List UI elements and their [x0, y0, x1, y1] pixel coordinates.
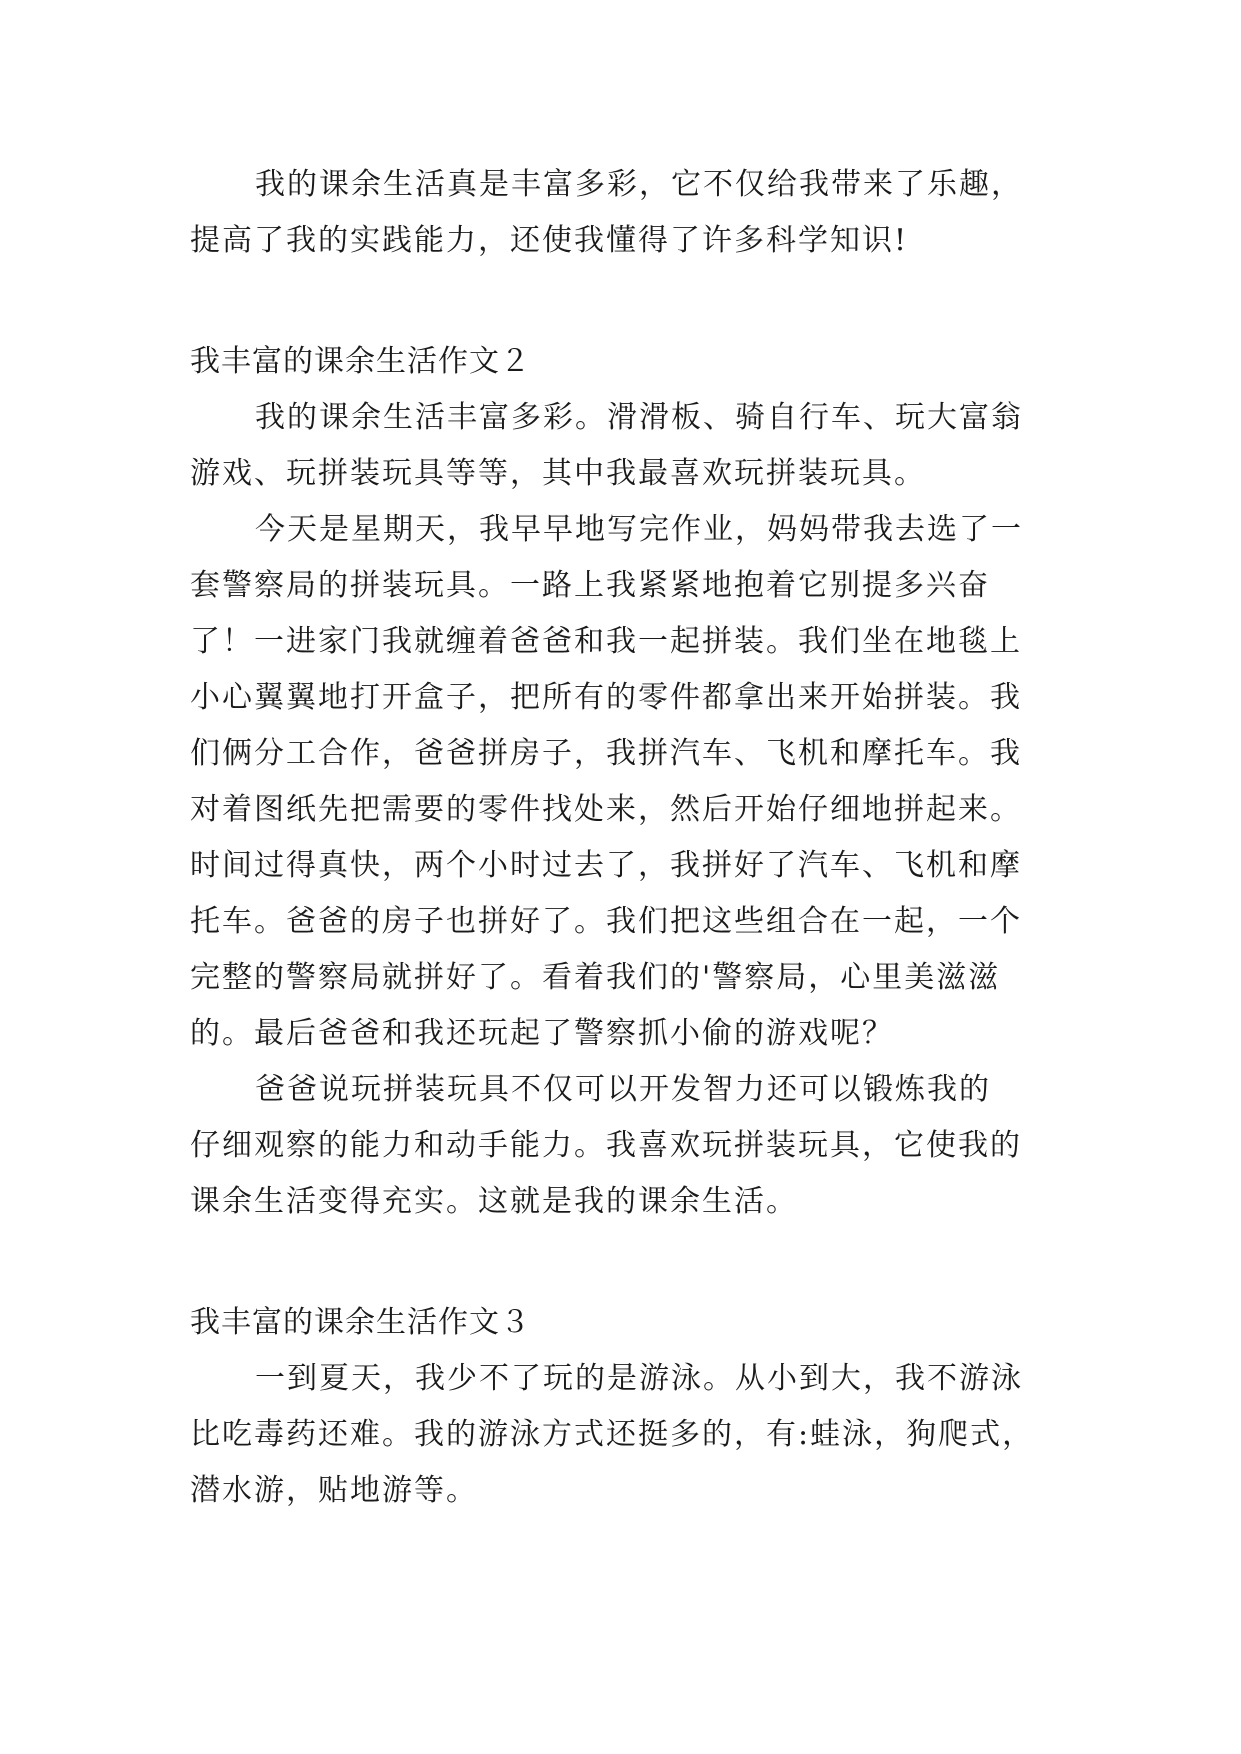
paragraph-line: 完整的警察局就拼好了。看着我们的'警察局，心里美滋滋: [190, 960, 1001, 995]
paragraph-line: 时间过得真快，两个小时过去了，我拼好了汽车、飞机和摩: [190, 848, 1022, 883]
paragraph-line: 比吃毒药还难。我的游泳方式还挺多的，有:蛙泳，狗爬式，: [190, 1417, 1035, 1452]
paragraph-line: 提高了我的实践能力，还使我懂得了许多科学知识!: [190, 223, 909, 258]
paragraph-line: 的。最后爸爸和我还玩起了警察抓小偷的游戏呢？: [190, 1016, 894, 1051]
paragraph-line: 套警察局的拼装玩具。一路上我紧紧地抱着它别提多兴奋: [190, 568, 990, 603]
paragraph-line: 托车。爸爸的房子也拼好了。我们把这些组合在一起，一个: [190, 904, 1022, 939]
section-heading: 我丰富的课余生活作文３: [190, 1305, 531, 1340]
section-heading: 我丰富的课余生活作文２: [190, 344, 531, 379]
paragraph-line: 仔细观察的能力和动手能力。我喜欢玩拼装玩具，它使我的: [190, 1128, 1022, 1163]
paragraph-line: 了！一进家门我就缠着爸爸和我一起拼装。我们坐在地毯上: [190, 624, 1022, 659]
paragraph-line: 我的课余生活丰富多彩。滑滑板、骑自行车、玩大富翁: [255, 400, 1023, 435]
paragraph-line: 一到夏天，我少不了玩的是游泳。从小到大，我不游泳: [255, 1361, 1023, 1396]
paragraph-line: 游戏、玩拼装玩具等等，其中我最喜欢玩拼装玩具。: [190, 456, 926, 491]
paragraph-line: 对着图纸先把需要的零件找处来，然后开始仔细地拼起来。: [190, 792, 1022, 827]
paragraph-line: 爸爸说玩拼装玩具不仅可以开发智力还可以锻炼我的: [255, 1072, 991, 1107]
paragraph-line: 小心翼翼地打开盒子，把所有的零件都拿出来开始拼装。我: [190, 680, 1022, 715]
paragraph-line: 我的课余生活真是丰富多彩，它不仅给我带来了乐趣，: [255, 167, 1023, 202]
paragraph-line: 潜水游，贴地游等。: [190, 1473, 478, 1508]
paragraph-line: 今天是星期天，我早早地写完作业，妈妈带我去选了一: [255, 512, 1023, 547]
paragraph-line: 课余生活变得充实。这就是我的课余生活。: [190, 1184, 798, 1219]
paragraph-line: 们俩分工合作，爸爸拼房子，我拼汽车、飞机和摩托车。我: [190, 736, 1022, 771]
